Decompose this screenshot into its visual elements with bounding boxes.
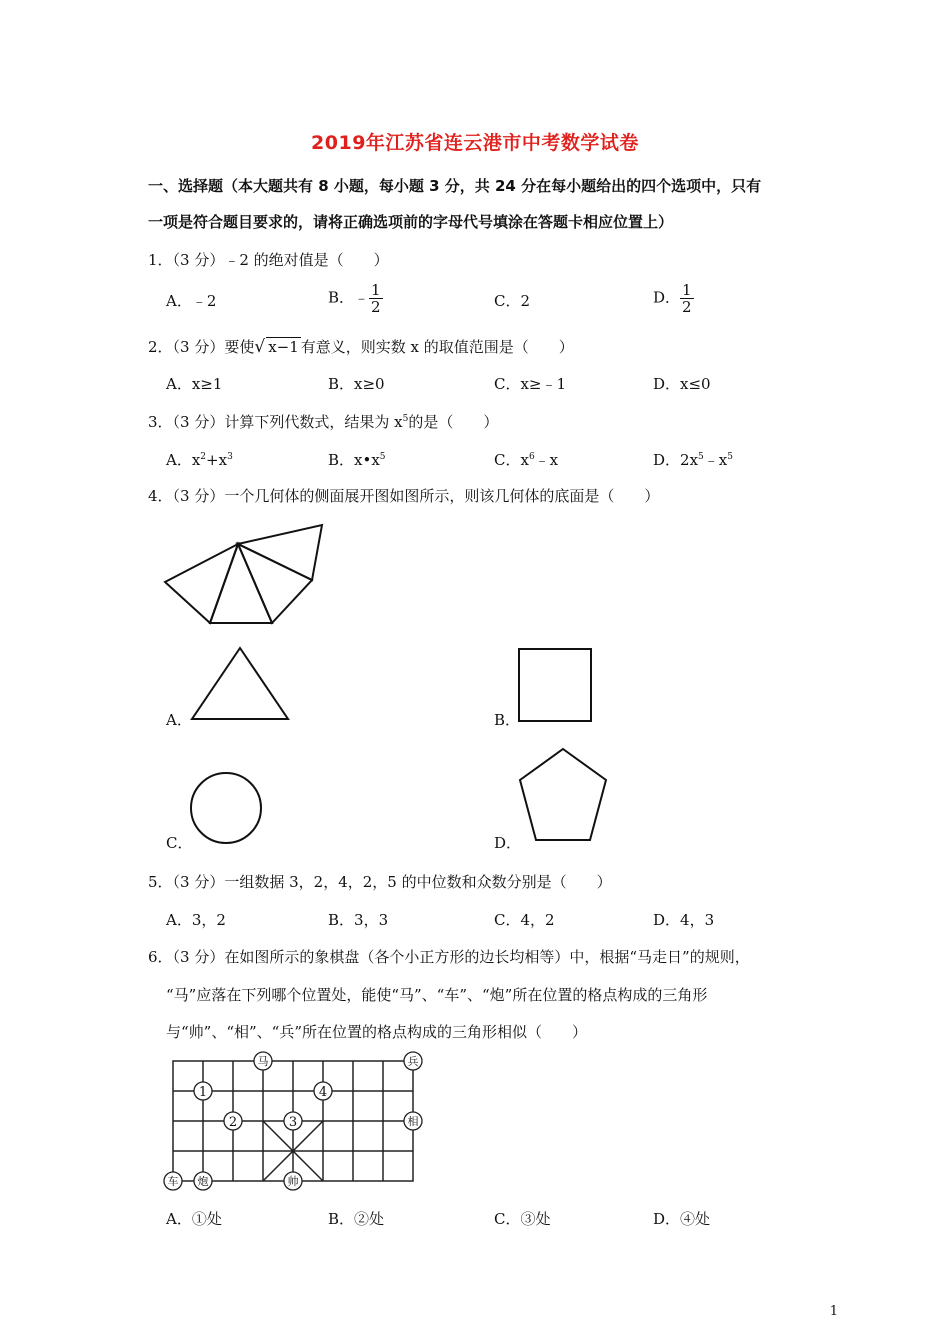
q1-option-a: A．﹣2	[166, 292, 217, 310]
piece-shuai-label: 帅	[287, 1175, 299, 1188]
q5-option-b: B．3，3	[328, 911, 389, 929]
sqrt-sign: √	[254, 337, 266, 357]
mark-2-label: 2	[228, 1115, 238, 1130]
q3-pre: 3．（3 分）计算下列代数式，结果为 x	[148, 413, 403, 431]
q3-post: 的是（ ）	[408, 413, 499, 431]
q3-option-d	[653, 449, 733, 470]
net-triangle-1	[165, 544, 238, 623]
q3-a-mid: +x	[206, 451, 228, 469]
page-title: 2019年江苏省连云港市中考数学试卷	[311, 132, 639, 154]
q5-option-d: D．4，3	[653, 911, 715, 929]
square-shape	[517, 647, 593, 723]
section-heading-line1: 一、选择题（本大题共有 8 小题，每小题 3 分，共 24 分在每小题给出的四个选项中，只有	[148, 177, 762, 195]
denominator: 2	[682, 298, 692, 316]
mark-4-label: 4	[318, 1085, 328, 1100]
q3-c-pre: C．x	[494, 451, 529, 469]
denominator: 2	[371, 298, 381, 316]
q6-option-d: D．④处	[653, 1210, 711, 1228]
exponent: 5	[698, 452, 704, 462]
q4-option-d: D．	[494, 834, 522, 852]
exponent: 5	[727, 452, 733, 462]
question-6-line3: 与“帅”、“相”、“兵”所在位置的格点构成的三角形相似（ ）	[166, 1023, 588, 1041]
fraction	[680, 282, 694, 315]
mark-3-label: 3	[288, 1115, 298, 1130]
q3-c-post: ﹣x	[534, 451, 559, 469]
radicand: x−1	[268, 338, 299, 356]
triangle-shape	[188, 644, 292, 722]
piece-ma-label: 马	[257, 1055, 269, 1068]
q1-option-c: C．2	[494, 292, 531, 310]
mark-1-label: 1	[198, 1085, 208, 1100]
question-2	[148, 336, 574, 357]
numerator: 1	[682, 281, 692, 299]
net-triangle-3	[238, 544, 312, 623]
q3-a-pre: A．x	[166, 451, 201, 469]
fraction	[369, 282, 383, 315]
piece-xiang-label: 相	[407, 1115, 419, 1128]
q6-option-c: C．③处	[494, 1210, 551, 1228]
question-6-line2: “马”应落在下列哪个位置处，能使“马”、“车”、“炮”所在位置的格点构成的三角形	[166, 986, 708, 1004]
question-3	[148, 411, 498, 432]
q2-option-b: B．x≥0	[328, 375, 385, 393]
exponent: 6	[528, 452, 535, 462]
q6-option-a: A．①处	[166, 1210, 222, 1228]
piece-bing-label: 兵	[407, 1055, 419, 1068]
piece-pao-label: 炮	[197, 1175, 209, 1188]
q3-option-b	[328, 449, 386, 470]
q4-option-a: A．	[166, 711, 192, 729]
piece-che-label: 车	[167, 1175, 179, 1188]
q4-option-b: B．	[494, 711, 521, 729]
q2-option-a: A．x≥1	[166, 375, 223, 393]
question-5: 5．（3 分）一组数据 3，2，4，2，5 的中位数和众数分别是（ ）	[148, 873, 612, 891]
q5-option-a: A．3，2	[166, 911, 226, 929]
pentagon-shape	[516, 746, 610, 844]
q6-option-b: B．②处	[328, 1210, 385, 1228]
question-6-line1: 6．（3 分）在如图所示的象棋盘（各个小正方形的边长均相等）中，根据“马走日”的规则，	[148, 948, 750, 966]
chess-board	[160, 1050, 430, 1192]
q3-option-c	[494, 449, 558, 470]
section-heading	[148, 168, 818, 240]
q3-d-pre: D．2x	[653, 451, 699, 469]
exponent: 5	[402, 414, 409, 424]
question-1: 1．（3 分）﹣2 的绝对值是（ ）	[148, 251, 389, 269]
q2-pre: 2．（3 分）要使	[148, 338, 255, 356]
question-4: 4．（3 分）一个几何体的侧面展开图如图所示，则该几何体的底面是（ ）	[148, 487, 660, 505]
q5-option-c: C．4，2	[494, 911, 555, 929]
page-number: 1	[829, 1304, 838, 1319]
net-figure	[160, 520, 330, 630]
q1-option-b-prefix: B．﹣	[328, 288, 370, 307]
q1-option-d-prefix: D．	[653, 288, 681, 307]
q3-d-mid: ﹣x	[703, 451, 728, 469]
circle-shape	[188, 770, 264, 846]
q1-option-b	[328, 282, 383, 315]
q4-option-c: C．	[166, 834, 193, 852]
exponent: 2	[200, 452, 207, 462]
q2-post: 有意义，则实数 x 的取值范围是（ ）	[300, 338, 574, 356]
q3-b-pre: B．x•x	[328, 451, 380, 469]
numerator: 1	[371, 281, 381, 299]
exponent: 5	[379, 452, 386, 462]
q3-option-a	[166, 449, 233, 470]
exponent: 3	[227, 452, 233, 462]
q2-option-c: C．x≥﹣1	[494, 375, 567, 393]
q2-option-d: D．x≤0	[653, 375, 711, 393]
q1-option-d	[653, 282, 694, 315]
section-heading-line2: 一项是符合题目要求的，请将正确选项前的字母代号填涂在答题卡相应位置上）	[148, 213, 674, 231]
